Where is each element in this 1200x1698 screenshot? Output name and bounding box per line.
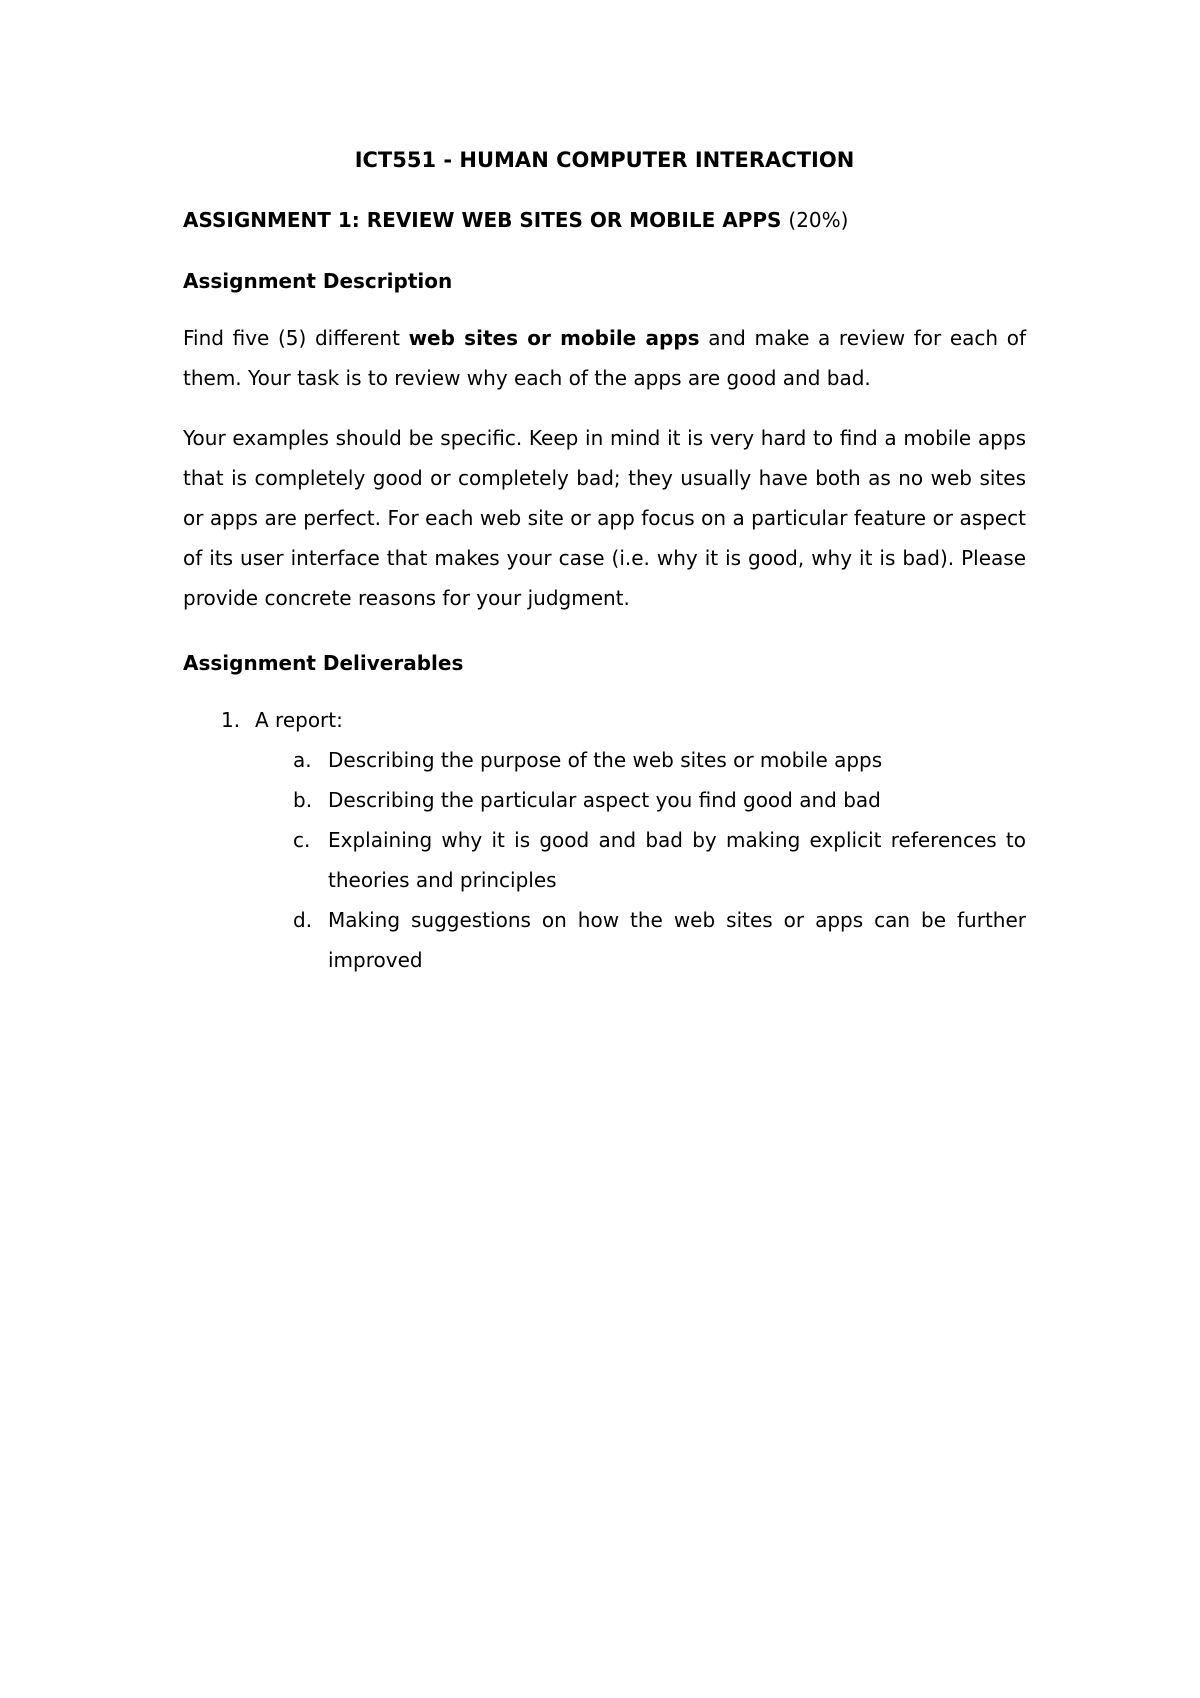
deliverables-sublist: [183, 740, 1026, 980]
deliverables-list: [183, 700, 1026, 980]
description-heading: Assignment Description: [183, 269, 453, 293]
sublist-item: [183, 740, 1026, 780]
list-item-label: A report:: [255, 708, 343, 732]
sublist-container: [183, 740, 1026, 980]
sublist-item-text: Describing the particular aspect you find good and bad: [328, 788, 881, 812]
sublist-item-letter: a.: [293, 748, 312, 772]
sublist-item: [183, 820, 1026, 900]
para1-bold: web sites or mobile apps: [408, 326, 700, 350]
sublist-item-text: Making suggestions on how the web sites or apps can be further improved: [328, 908, 1026, 972]
deliverables-heading: Assignment Deliverables: [183, 651, 464, 675]
sublist-item-letter: c.: [293, 828, 311, 852]
sublist-item: [183, 900, 1026, 980]
course-title: ICT551 - HUMAN COMPUTER INTERACTION: [354, 148, 855, 172]
list-item-number: 1.: [221, 708, 241, 732]
sublist-item: [183, 780, 1026, 820]
sublist-item-letter: d.: [293, 908, 313, 932]
description-paragraph-2: Your examples should be specific. Keep in mind it is very hard to find a mobile apps that is completely good or completely bad; they usually have both as no web sites or apps are perfect. For each web site or app focus on a particular feature or aspect of its user interface that makes your case (i.e. why it is good, why it is bad). Please provide concrete reasons for your judgment.: [183, 426, 1026, 610]
para1-start: Find five (5) different: [183, 326, 409, 350]
assignment-weight: (20%): [788, 208, 849, 232]
list-item: [183, 700, 1026, 740]
sublist-item-text: Describing the purpose of the web sites or mobile apps: [328, 748, 883, 772]
sublist-item-text: Explaining why it is good and bad by making explicit references to theories and principles: [328, 828, 1026, 892]
description-paragraph-1: [183, 318, 1026, 398]
assignment-title: [183, 205, 848, 235]
sublist-item-letter: b.: [293, 788, 313, 812]
assignment-title-text: ASSIGNMENT 1: REVIEW WEB SITES OR MOBILE APPS: [183, 208, 782, 232]
para1-end: and make a review for each of them. Your task is to review why each of the apps are good and bad.: [183, 326, 1027, 390]
